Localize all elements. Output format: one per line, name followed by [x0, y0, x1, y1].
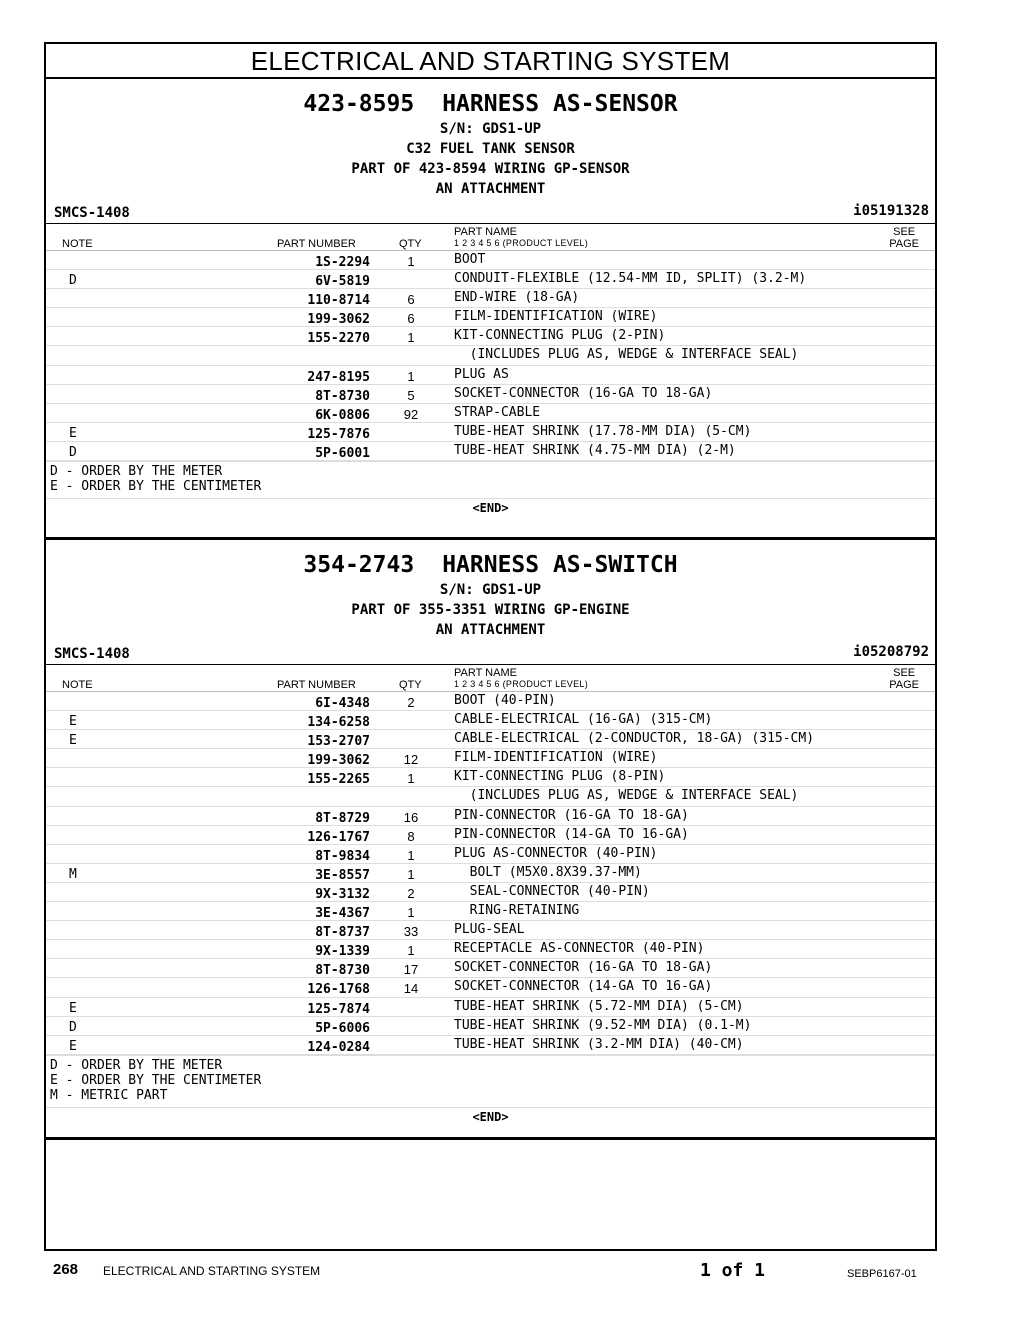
assembly-name: HARNESS AS-SWITCH: [442, 552, 678, 578]
part-number-cell: 8T-8730: [315, 388, 370, 404]
qty-cell: 92: [403, 406, 419, 422]
assembly-title: [46, 540, 935, 580]
table-row: [46, 327, 935, 346]
qty-cell: 1: [407, 368, 415, 384]
table-row: [46, 921, 935, 940]
part-number-cell: 199-3062: [307, 312, 370, 328]
part-number-cell: 8T-8729: [315, 810, 370, 826]
note-cell: D: [69, 1019, 77, 1035]
part-number-cell: 5P-6001: [315, 445, 370, 461]
part-name-cell: TUBE-HEAT SHRINK (3.2-MM DIA) (40-CM): [454, 1036, 744, 1052]
illustration-id: i05191328: [853, 203, 929, 219]
table-row: [46, 251, 935, 270]
section-harness-switch: [46, 540, 935, 1140]
table-row: [46, 1017, 935, 1036]
part-number-cell: 155-2270: [307, 331, 370, 347]
part-name-cell: (INCLUDES PLUG AS, WEDGE & INTERFACE SEAL): [454, 788, 799, 804]
part-number-cell: 9X-3132: [315, 886, 370, 902]
note-legend-line: D - ORDER BY THE METER: [50, 1057, 223, 1073]
part-name-cell: CABLE-ELECTRICAL (16-GA) (315-CM): [454, 712, 713, 728]
part-number-cell: 134-6258: [307, 715, 370, 731]
part-name-cell: SOCKET-CONNECTOR (16-GA TO 18-GA): [454, 385, 713, 401]
part-name-cell: BOLT (M5X0.8X39.37-MM): [454, 864, 642, 880]
part-number-cell: 8T-9834: [315, 848, 370, 864]
part-number-cell: 155-2265: [307, 772, 370, 788]
part-number-cell: 247-8195: [307, 369, 370, 385]
part-number-cell: 6K-0806: [315, 407, 370, 423]
assembly-title: [46, 79, 935, 119]
assembly-part-number: 354-2743: [303, 552, 415, 578]
assembly-part-of: PART OF 355-3351 WIRING GP-ENGINE: [351, 602, 630, 618]
table-row: [46, 289, 935, 308]
table-row: [46, 404, 935, 423]
table-row: [46, 787, 935, 806]
part-number-cell: 125-7876: [307, 426, 370, 442]
note-cell: D: [69, 273, 77, 289]
assembly-part-of: PART OF 423-8594 WIRING GP-SENSOR: [351, 161, 630, 177]
qty-cell: 8: [407, 828, 415, 844]
qty-cell: 1: [407, 847, 415, 863]
note-legend-line: E - ORDER BY THE CENTIMETER: [50, 1072, 262, 1088]
part-name-cell: PIN-CONNECTOR (14-GA TO 16-GA): [454, 826, 689, 842]
chapter-title: ELECTRICAL AND STARTING SYSTEM: [103, 1264, 321, 1278]
part-name-cell: RECEPTACLE AS-CONNECTOR (40-PIN): [454, 941, 705, 957]
note-legend-line: D - ORDER BY THE METER: [50, 464, 223, 480]
qty-cell: 2: [407, 695, 415, 710]
part-name-cell: BOOT (40-PIN): [454, 693, 556, 708]
part-number-cell: 8T-8737: [315, 925, 370, 941]
table-row: [46, 692, 935, 711]
header-part-number: PART NUMBER: [277, 679, 356, 691]
qty-cell: 1: [407, 771, 415, 787]
assembly-attachment: AN ATTACHMENT: [435, 622, 546, 638]
qty-cell: 1: [407, 330, 415, 346]
smcs-row: [46, 203, 935, 224]
page-frame: [44, 42, 937, 1251]
header-part-number: PART NUMBER: [277, 238, 356, 250]
note-cell: E: [69, 1038, 77, 1054]
table-row: [46, 1036, 935, 1055]
part-number-cell: 8T-8730: [315, 963, 370, 979]
part-name-cell: CABLE-ELECTRICAL (2-CONDUCTOR, 18-GA) (315-CM): [454, 731, 815, 747]
header-product-level: 1 2 3 4 5 6 (PRODUCT LEVEL): [454, 679, 588, 689]
header-part-name: PART NAME: [454, 667, 517, 679]
table-row: [46, 902, 935, 921]
table-row: [46, 978, 935, 997]
page-footer: [0, 1258, 1020, 1288]
part-number-cell: 6I-4348: [315, 696, 370, 711]
part-name-cell: FILM-IDENTIFICATION (WIRE): [454, 750, 658, 766]
part-name-cell: SEAL-CONNECTOR (40-PIN): [454, 883, 650, 899]
table-row: [46, 998, 935, 1017]
part-name-cell: SOCKET-CONNECTOR (16-GA TO 18-GA): [454, 960, 713, 976]
table-row: [46, 845, 935, 864]
header-see-page: SEE PAGE: [889, 667, 919, 691]
part-name-cell: PLUG AS: [454, 366, 509, 382]
assembly-part-number: 423-8595: [303, 91, 415, 117]
column-headers: [46, 224, 935, 251]
part-name-cell: BOOT: [454, 252, 486, 267]
qty-cell: 14: [403, 981, 419, 997]
part-name-cell: PLUG AS-CONNECTOR (40-PIN): [454, 845, 658, 861]
part-name-cell: TUBE-HEAT SHRINK (5.72-MM DIA) (5-CM): [454, 998, 744, 1014]
qty-cell: 16: [403, 809, 419, 825]
part-name-cell: TUBE-HEAT SHRINK (17.78-MM DIA) (5-CM): [454, 423, 752, 439]
assembly-name: HARNESS AS-SENSOR: [442, 91, 678, 117]
table-row: [46, 826, 935, 845]
page-title: ELECTRICAL AND STARTING SYSTEM: [46, 44, 935, 79]
table-row: [46, 442, 935, 461]
column-headers: [46, 665, 935, 692]
assembly-attachment: AN ATTACHMENT: [435, 181, 546, 197]
header-see-page: SEE PAGE: [889, 226, 919, 250]
note-cell: D: [69, 444, 77, 460]
part-number-cell: 199-3062: [307, 753, 370, 769]
qty-cell: 6: [407, 311, 415, 327]
table-row: [46, 749, 935, 768]
part-number-cell: 126-1767: [307, 829, 370, 845]
note-cell: E: [69, 1000, 77, 1016]
table-row: [46, 270, 935, 289]
table-row: [46, 423, 935, 442]
part-name-cell: KIT-CONNECTING PLUG (2-PIN): [454, 328, 666, 344]
part-number-cell: 153-2707: [307, 734, 370, 750]
illustration-id: i05208792: [853, 644, 929, 660]
part-name-cell: PIN-CONNECTOR (16-GA TO 18-GA): [454, 807, 689, 823]
note-legend-line: E - ORDER BY THE CENTIMETER: [50, 479, 262, 495]
table-row: [46, 959, 935, 978]
table-row: [46, 308, 935, 327]
part-number-cell: 1S-2294: [315, 255, 370, 270]
part-number-cell: 125-7874: [307, 1001, 370, 1017]
part-name-cell: KIT-CONNECTING PLUG (8-PIN): [454, 769, 666, 785]
header-part-name: PART NAME: [454, 226, 517, 238]
note-cell: E: [69, 733, 77, 749]
assembly-header: [46, 540, 935, 640]
qty-cell: 5: [407, 387, 415, 403]
smcs-row: [46, 644, 935, 665]
notes-legend: [46, 1055, 935, 1103]
qty-cell: 17: [403, 962, 419, 978]
qty-cell: 1: [407, 254, 415, 269]
assembly-serial: S/N: GDS1-UP: [439, 121, 542, 137]
table-row: [46, 346, 935, 365]
part-number-cell: 110-8714: [307, 293, 370, 309]
smcs-code: SMCS-1408: [54, 205, 130, 221]
part-number-cell: 126-1768: [307, 982, 370, 998]
assembly-header: [46, 79, 935, 199]
part-name-cell: END-WIRE (18-GA): [454, 290, 580, 306]
qty-cell: 1: [407, 905, 415, 921]
qty-cell: 6: [407, 292, 415, 308]
table-row: [46, 940, 935, 959]
note-cell: E: [69, 714, 77, 730]
smcs-code: SMCS-1408: [54, 646, 130, 662]
part-number-cell: 3E-4367: [315, 906, 370, 922]
part-number-cell: 9X-1339: [315, 944, 370, 960]
table-row: [46, 366, 935, 385]
header-note: NOTE: [62, 238, 93, 250]
part-name-cell: FILM-IDENTIFICATION (WIRE): [454, 309, 658, 325]
part-number-cell: 6V-5819: [315, 274, 370, 290]
assembly-desc: C32 FUEL TANK SENSOR: [406, 141, 575, 157]
table-row: [46, 730, 935, 749]
note-cell: M: [69, 866, 77, 882]
qty-cell: 1: [407, 943, 415, 959]
qty-cell: 12: [403, 752, 419, 768]
header-product-level: 1 2 3 4 5 6 (PRODUCT LEVEL): [454, 238, 588, 248]
part-name-cell: TUBE-HEAT SHRINK (9.52-MM DIA) (0.1-M): [454, 1017, 752, 1033]
notes-legend: [46, 461, 935, 494]
qty-cell: 1: [407, 866, 415, 882]
qty-cell: 33: [403, 924, 419, 940]
page-of: 1 of 1: [700, 1260, 766, 1281]
part-name-cell: CONDUIT-FLEXIBLE (12.54-MM ID, SPLIT) (3.2-M): [454, 271, 807, 287]
qty-cell: 2: [407, 885, 415, 901]
table-row: [46, 768, 935, 787]
part-name-cell: RING-RETAINING: [454, 903, 580, 919]
note-legend-line: M - METRIC PART: [50, 1087, 168, 1103]
parts-list: [46, 692, 935, 1055]
table-row: [46, 807, 935, 826]
part-number-cell: 3E-8557: [315, 867, 370, 883]
part-name-cell: (INCLUDES PLUG AS, WEDGE & INTERFACE SEAL): [454, 347, 799, 363]
end-marker: <END>: [46, 498, 935, 515]
part-name-cell: SOCKET-CONNECTOR (14-GA TO 16-GA): [454, 979, 713, 995]
part-name-cell: STRAP-CABLE: [454, 404, 541, 420]
document-id: SEBP6167-01: [847, 1268, 917, 1280]
part-name-cell: TUBE-HEAT SHRINK (4.75-MM DIA) (2-M): [454, 442, 736, 458]
table-row: [46, 883, 935, 902]
page-number: 268: [53, 1261, 79, 1278]
part-number-cell: 124-0284: [307, 1039, 370, 1055]
section-harness-sensor: [46, 79, 935, 540]
table-row: [46, 385, 935, 404]
header-note: NOTE: [62, 679, 93, 691]
table-row: [46, 711, 935, 730]
end-marker: <END>: [46, 1107, 935, 1124]
header-qty: QTY: [399, 238, 422, 250]
table-row: [46, 864, 935, 883]
note-cell: E: [69, 425, 77, 441]
assembly-serial: S/N: GDS1-UP: [439, 582, 542, 598]
parts-list: [46, 251, 935, 461]
part-name-cell: PLUG-SEAL: [454, 922, 525, 938]
part-number-cell: 5P-6006: [315, 1020, 370, 1036]
header-qty: QTY: [399, 679, 422, 691]
